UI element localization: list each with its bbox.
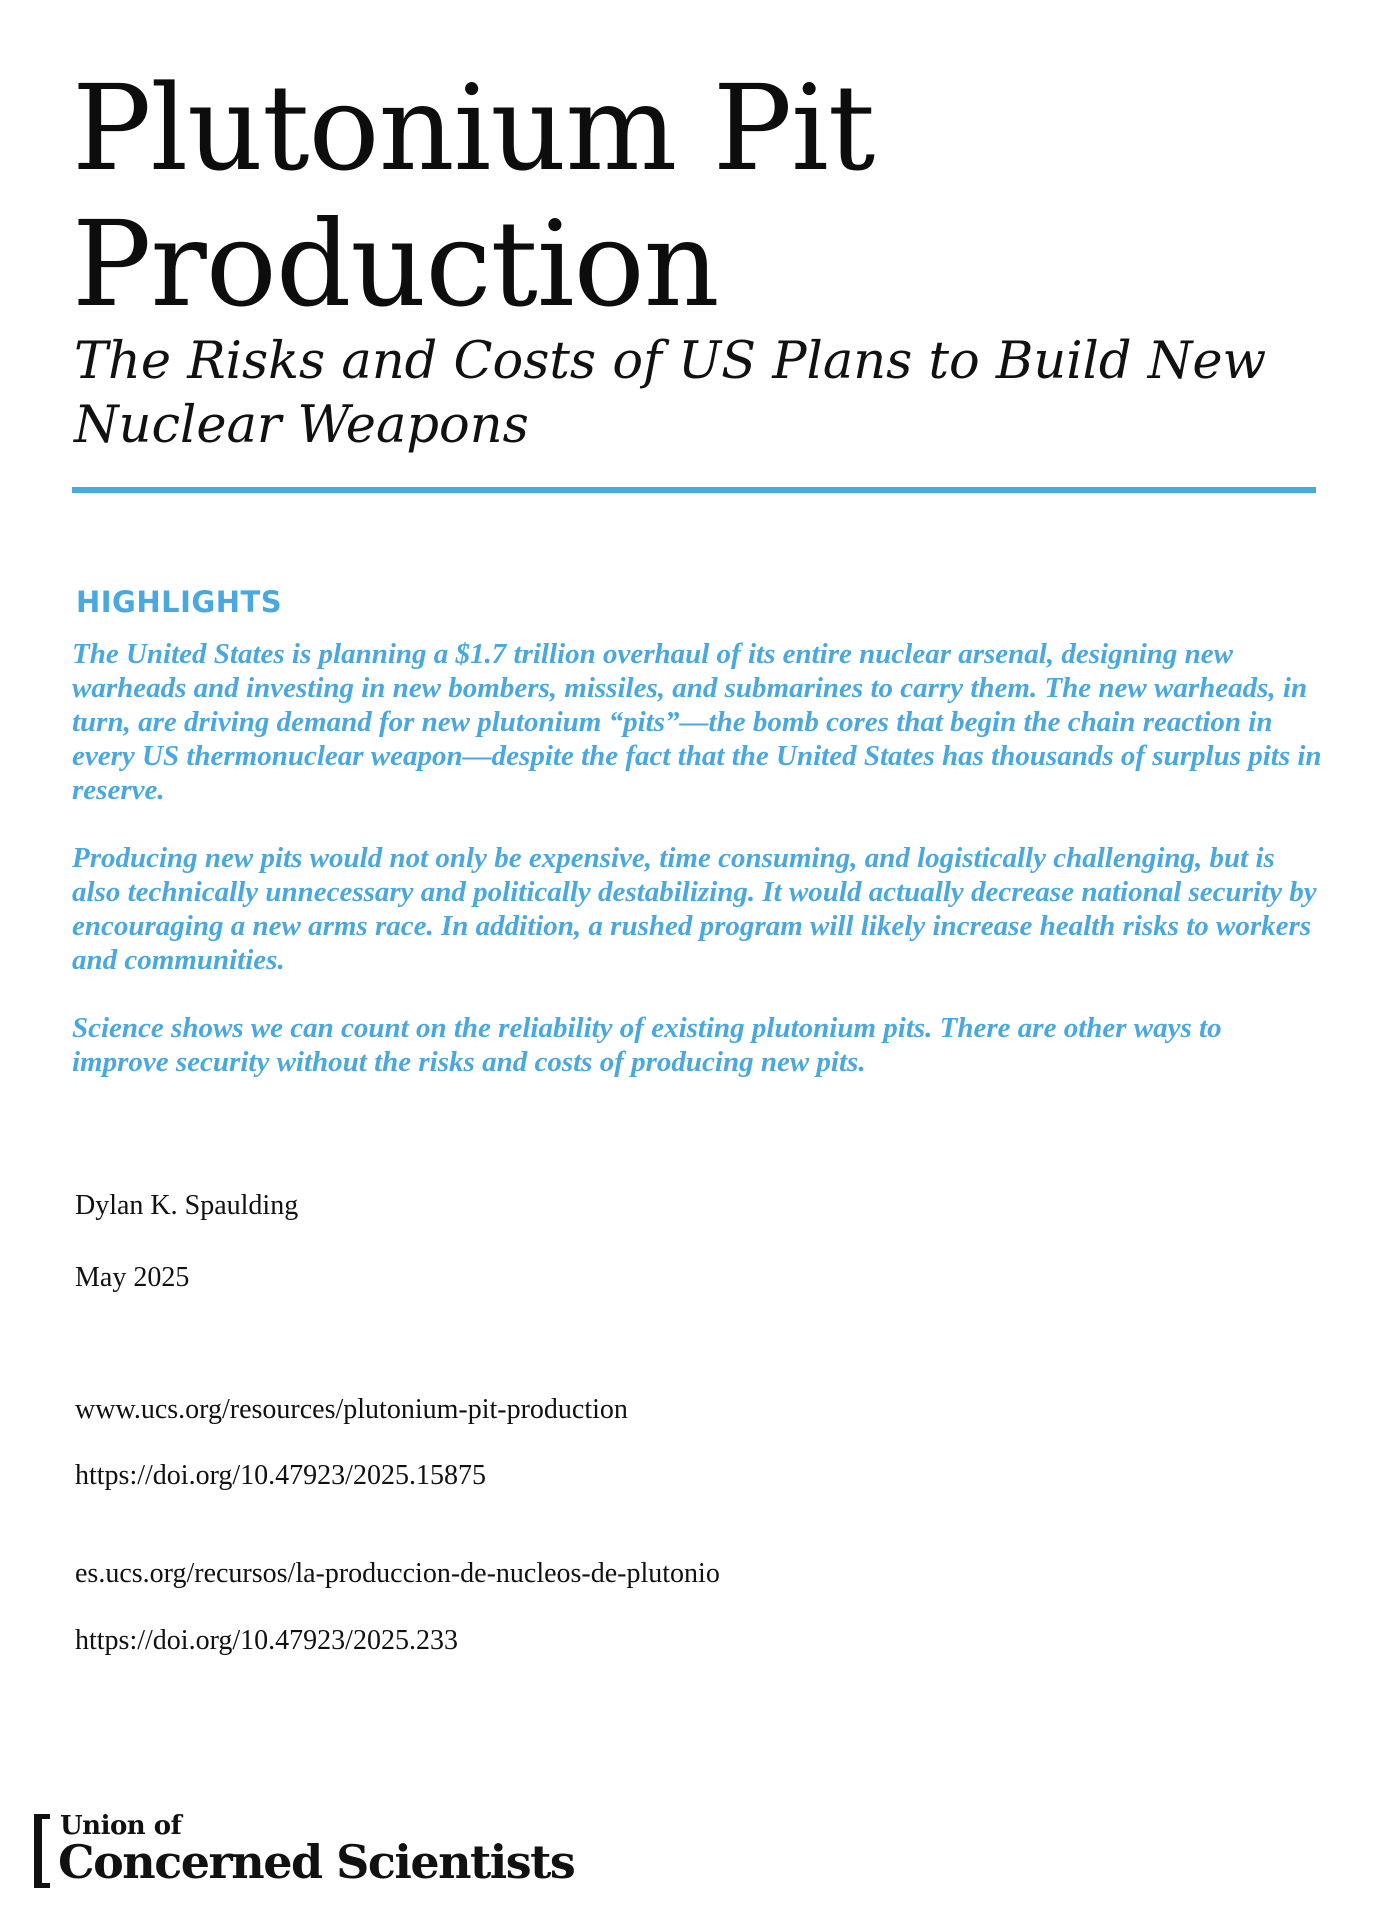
highlights-section: [72, 637, 1322, 1113]
subtitle-line-1: The Risks and Costs of US Plans to Build New: [74, 332, 1267, 391]
ucs-logo: [34, 1810, 594, 1890]
publication-date: May 2025: [75, 1262, 190, 1293]
logo-line-2: Concerned Scientists: [58, 1835, 575, 1889]
report-url-english[interactable]: www.ucs.org/resources/plutonium-pit-production: [75, 1394, 628, 1425]
highlight-paragraph-3: Science shows we can count on the reliability of existing plutonium pits. There are other ways to improve security without the risks and costs of producing new pits.: [72, 1012, 1222, 1078]
logo-bracket-icon: [34, 1814, 50, 1888]
doi-link-english[interactable]: https://doi.org/10.47923/2025.15875: [75, 1460, 486, 1491]
subtitle: [74, 330, 1314, 458]
title-line-2: Production: [72, 195, 719, 333]
report-url-spanish[interactable]: es.ucs.org/recursos/la-produccion-de-nucleos-de-plutonio: [75, 1558, 720, 1589]
highlight-paragraph-2: Producing new pits would not only be expensive, time consuming, and logistically challenging, but is also technically unnecessary and politically destabilizing. It would actually decrease national security by encouraging a new arms race. In addition, a rushed program will likely increase health risks to workers and communities.: [72, 842, 1317, 976]
logo-line-1: Union of: [60, 1811, 182, 1841]
title-divider: [72, 487, 1316, 493]
highlights-heading: HIGHLIGHTS: [76, 585, 283, 619]
highlight-paragraph-1: The United States is planning a $1.7 trillion overhaul of its entire nuclear arsenal, designing new warheads and investing in new bombers, missiles, and submarines to carry them. The new warheads, in turn, are driving demand for new plutonium “pits”—the bomb cores that begin the chain reaction in every US thermonuclear weapon—despite the fact that the United States has thousands of surplus pits in reserve.: [72, 638, 1322, 806]
title-line-1: Plutonium Pit: [72, 59, 875, 197]
doi-link-spanish[interactable]: https://doi.org/10.47923/2025.233: [75, 1625, 458, 1656]
author-name: Dylan K. Spaulding: [75, 1190, 299, 1221]
page-title: [72, 60, 1272, 332]
subtitle-line-2: Nuclear Weapons: [74, 396, 529, 455]
